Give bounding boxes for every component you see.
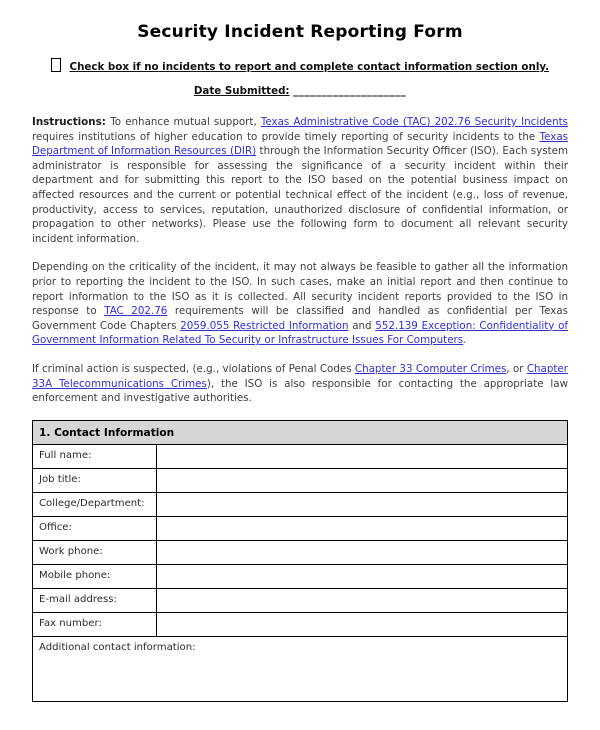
job-title-label: Job title: [33, 469, 157, 492]
full-name-label: Full name: [33, 445, 157, 468]
no-incident-checkbox-label: Check box if no incidents to report and complete contact information section only. [69, 61, 550, 73]
page-title: Security Incident Reporting Form [137, 22, 463, 42]
text-run: ), the ISO is also responsible for contacting the appropriate law enforcement and investigative authorities. [32, 377, 568, 405]
link-texas-department-of-information-resources[interactable]: Texas Department of Information Resources (DIR) [32, 130, 568, 158]
date-submitted-line [32, 85, 568, 97]
date-submitted-label: Date Submitted: [193, 85, 290, 97]
text-run: If criminal action is suspected, (e.g., violations of Penal Codes [32, 362, 355, 375]
office-label: Office: [33, 517, 157, 540]
link-552-139-exception[interactable]: 552.139 Exception: Confidentiality of Government Information Related To Security or Infrastructure Issues For Computers [32, 319, 569, 347]
row-mobile-phone [33, 565, 567, 589]
row-college-department [33, 493, 567, 517]
fax-number-input[interactable] [157, 613, 567, 636]
link-tac-20276-security-incidents[interactable]: Texas Administrative Code (TAC) 202.76 Security Incidents [260, 116, 568, 128]
job-title-input[interactable] [157, 469, 567, 492]
text-run: Instructions: [32, 116, 111, 128]
work-phone-label: Work phone: [33, 541, 157, 564]
text-run: To enhance mutual support, [110, 116, 261, 128]
row-full-name [33, 445, 567, 469]
row-fax-number [33, 613, 567, 637]
link-chapter-33a-telecommunications-crimes[interactable]: Chapter 33A Telecommunications Crimes [32, 362, 568, 390]
row-email-address [33, 589, 567, 613]
text-run: , or [506, 362, 527, 375]
row-office [33, 517, 567, 541]
mobile-phone-input[interactable] [157, 565, 567, 588]
text-run: Depending on the criticality of the incident, it may not always be feasible to gather all the information prior to reporting the incident to the ISO. In such cases, make an initial report and then continue to report information to the ISO as it is collected. All security incident reports provided to the ISO in response to [32, 261, 568, 318]
email-address-input[interactable] [157, 589, 567, 612]
instructions-paragraph-1 [32, 115, 568, 246]
contact-information-table [32, 420, 568, 702]
college-department-input[interactable] [157, 493, 567, 516]
text-run: . [463, 334, 467, 347]
no-incident-checkbox-line [32, 58, 568, 73]
link-tac-20276[interactable]: TAC 202.76 [104, 305, 168, 318]
work-phone-input[interactable] [157, 541, 567, 564]
mobile-phone-label: Mobile phone: [33, 565, 157, 588]
text-run: and [348, 319, 376, 332]
link-2059-055-restricted-information[interactable]: 2059.055 Restricted Information [180, 319, 349, 332]
office-input[interactable] [157, 517, 567, 540]
text-run: requirements will be classified and handled as confidential per Texas Government Code Chapters [32, 305, 568, 332]
additional-contact-information-input[interactable] [33, 637, 567, 701]
text-run: requires institutions of higher education to provide timely reporting of security incidents to the [32, 130, 540, 143]
no-incident-checkbox[interactable] [51, 58, 61, 72]
additional-contact-information-label: Additional contact information: [39, 641, 196, 653]
row-job-title [33, 469, 567, 493]
full-name-input[interactable] [157, 445, 567, 468]
text-run: through the Information Security Officer (ISO). Each system administrator is responsible for assessing the significance of a security incident within their department and for submitting this report to the ISO based on the potential business impact on affected resources and the current or potential technical effect of the incident (e.g., loss of revenue, productivity, access to services, reputation, unauthorized disclosure of confidential information, or propagation to other networks). Please use the following form to document all relevant security incident information. [32, 145, 569, 245]
link-chapter-33-computer-crimes[interactable]: Chapter 33 Computer Crimes [354, 362, 507, 375]
instructions-paragraph-3 [32, 362, 568, 406]
date-submitted-blank[interactable]: ____________________ [293, 85, 407, 97]
fax-number-label: Fax number: [33, 613, 157, 636]
email-address-label: E-mail address: [33, 589, 157, 612]
instructions-paragraph-2 [32, 260, 568, 348]
contact-table-header: 1. Contact Information [33, 421, 567, 445]
college-department-label: College/Department: [33, 493, 157, 516]
row-work-phone [33, 541, 567, 565]
